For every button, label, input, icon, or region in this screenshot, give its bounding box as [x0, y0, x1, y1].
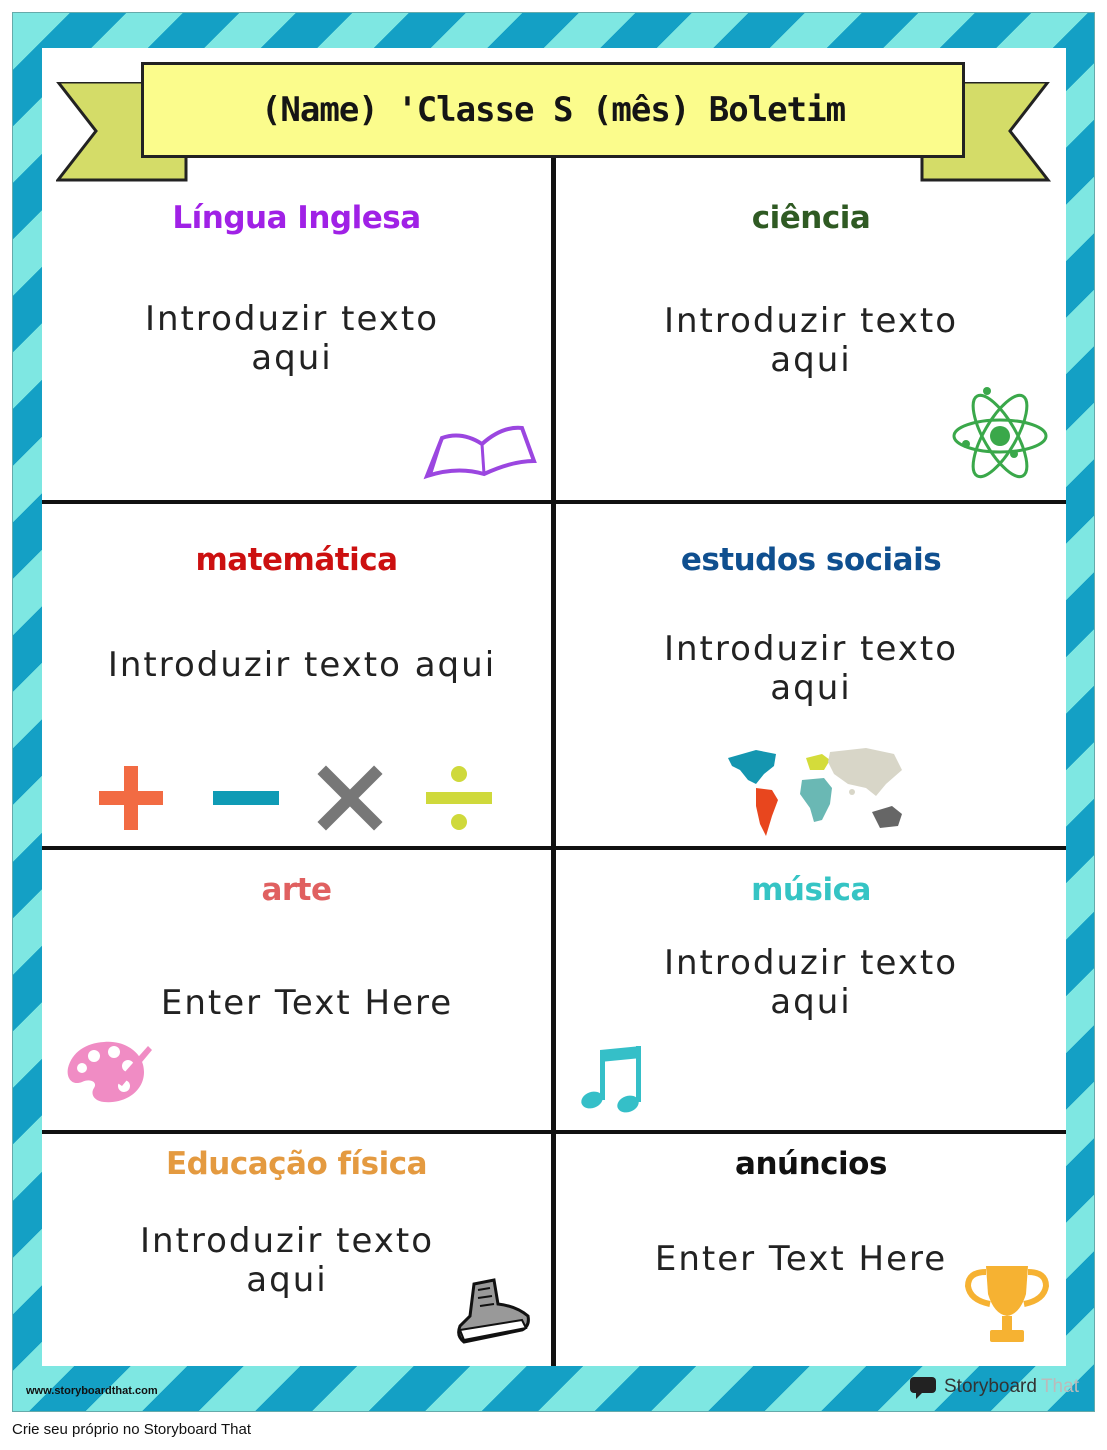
cell-title-music: música: [751, 872, 871, 908]
world-map-icon: [726, 744, 910, 840]
cell-title-math: matemática: [195, 542, 398, 578]
cell-title-social-studies: estudos sociais: [680, 542, 942, 578]
cell-text-math[interactable]: Introduzir texto aqui: [107, 645, 497, 685]
cell-announcements: [556, 1134, 1066, 1366]
cell-title-art: arte: [261, 872, 332, 908]
cell-art: [42, 850, 551, 1130]
cell-text-english[interactable]: Introduzir texto aqui: [144, 299, 440, 378]
atom-icon: [952, 384, 1048, 488]
book-icon: [422, 416, 537, 486]
cell-math: [42, 504, 551, 846]
cell-english: [42, 158, 551, 500]
brand-name-sub: That: [1040, 1376, 1079, 1397]
page-caption: Crie seu próprio no Storyboard That: [12, 1421, 252, 1438]
cell-title-physical-education: Educação física: [165, 1146, 428, 1182]
paint-palette-icon: [64, 1038, 154, 1106]
cell-text-science[interactable]: Introduzir texto aqui: [663, 301, 959, 380]
cell-title-announcements: anúncios: [735, 1146, 887, 1182]
cell-text-announcements[interactable]: Enter Text Here: [654, 1239, 948, 1279]
cell-title-science: ciência: [751, 200, 871, 236]
cell-text-physical-education[interactable]: Introduzir texto aqui: [139, 1221, 435, 1300]
brand-name-main: Storyboard: [944, 1376, 1037, 1397]
music-note-icon: [578, 1042, 646, 1114]
cell-physical-education: [42, 1134, 551, 1366]
cell-music: [556, 850, 1066, 1130]
cell-text-social-studies[interactable]: Introduzir texto aqui: [663, 629, 959, 708]
trophy-icon: [962, 1260, 1052, 1350]
cell-text-art[interactable]: Enter Text Here: [160, 983, 454, 1023]
speech-bubble-icon: [908, 1375, 940, 1399]
cell-science: [556, 158, 1066, 500]
title-banner: [141, 62, 965, 158]
storyboardthat-logo[interactable]: [908, 1375, 1079, 1399]
page-title: (Name) 'Classe S (mês) Boletim: [260, 90, 846, 130]
cell-text-music[interactable]: Introduzir texto aqui: [663, 943, 959, 1022]
cell-social-studies: [556, 504, 1066, 846]
sneaker-icon: [456, 1276, 532, 1346]
math-operators-icon: [98, 764, 498, 834]
footer-url[interactable]: www.storyboardthat.com: [26, 1385, 158, 1397]
cell-title-english: Língua Inglesa: [172, 200, 421, 236]
